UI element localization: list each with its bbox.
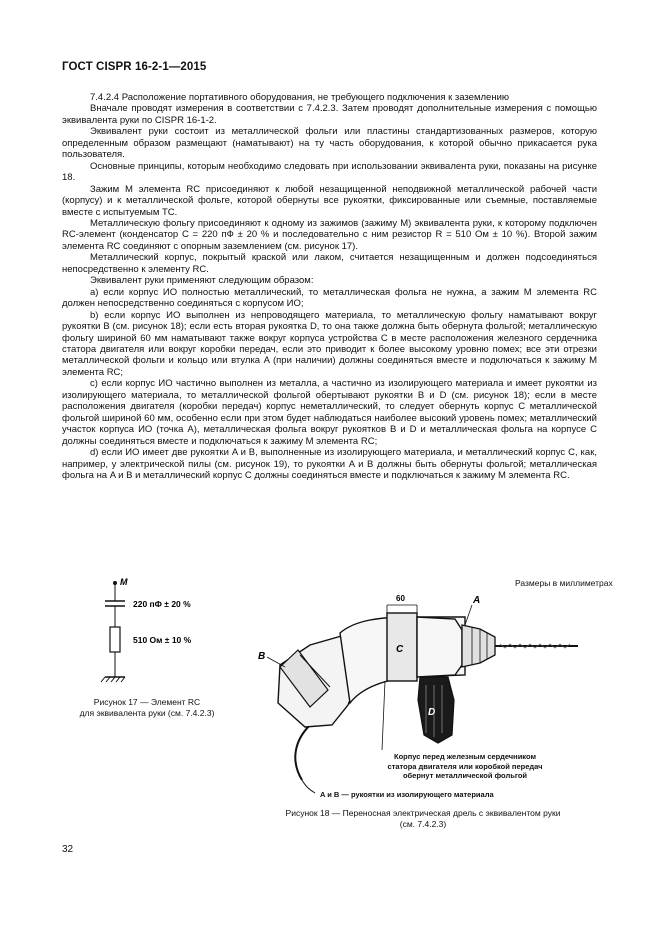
dimensions-note: Размеры в миллиметрах	[515, 578, 613, 588]
foil-annotation-line1: Корпус перед железным сердечником	[394, 752, 536, 761]
paragraph: Эквивалент руки состоит из металлической фольги или пластины стандартизованных размеров, которую определенным образом размещают (наматывают) на ту часть оборудования, к которой обычно прикасается рука пользователя.	[62, 126, 597, 161]
paragraph: Эквивалент руки применяют следующим образом:	[90, 275, 314, 287]
label-c: C	[396, 644, 404, 655]
paragraph: Металлический корпус, покрытый краской или лаком, считается незащищенным и должен подсоединяться непосредственно к элементу RC.	[62, 252, 597, 275]
foil-annotation-line2: статора двигателя или коробкой передач	[387, 761, 543, 771]
dimension-value: 60	[396, 594, 405, 603]
chuck-a	[462, 625, 495, 667]
gear-housing	[417, 617, 462, 677]
paragraph: Металлическую фольгу присоединяют к одному из зажимов (зажиму М) эквивалента руки, к которому подключен RC-элемент (конденсатор C = 220 пФ ± 20 % и последовательно с ним резистор R = 510 Ом ± 10 %). Второй зажим элемента RC соединяют с опорным заземлением (см. рисунок 17).	[62, 217, 597, 252]
figure-18-caption-line2: (см. 7.4.2.3)	[399, 819, 447, 829]
paragraph: Вначале проводят измерения в соответствии с 7.4.2.3. Затем проводят дополнительные измерения с помощью эквивалента руки по CISPR 16-1-2.	[62, 103, 597, 126]
figure-18-caption	[248, 808, 598, 830]
label-a: A	[473, 595, 481, 606]
figure-17-caption	[62, 697, 232, 719]
figure-18-caption-line1: Рисунок 18 — Переносная электрическая дрель с эквивалентом руки	[285, 808, 561, 818]
resistor-icon	[110, 627, 120, 652]
body-text	[62, 92, 597, 481]
annotation-leader	[382, 681, 385, 750]
terminal-m-label: M	[120, 577, 128, 587]
capacitor-value: 220 пФ ± 20 %	[133, 599, 191, 609]
handles-note: A и B — рукоятки из изолирующего материала	[320, 790, 494, 799]
foil-annotation-line3: обернут металлической фольгой	[402, 771, 528, 780]
list-item-a: а) если корпус ИО полностью металлический, то металлическая фольга не нужна, а зажим М элемента RC должен непосредственно соединяться с корпусом ИО;	[62, 286, 597, 310]
power-cord	[295, 725, 310, 780]
resistor-value: 510 Ом ± 10 %	[133, 635, 192, 645]
figure-17-caption-line1: Рисунок 17 — Элемент RC	[93, 697, 201, 707]
list-item-c: c) если корпус ИО частично выполнен из металла, а частично из изолирующего материала и имеет рукоятки из изолирующего материала, то металлической фольгой обертывают рукоятки B и D (см. рисунок 18); если в месте расположения двигателя (коробки передач) корпус неметаллический, то следует обернуть корпус C металлической фольгой шириной 60 мм, особенно если при этом будет наблюдаться наиболее высокий уровень помех; металлический участок корпуса ИО (точка A), металлическая фольга вокруг рукоятков B и D и металлическая фольга на корпусе C должны соединяться вместе и подключаться к зажиму М элемента RC;	[62, 378, 597, 447]
foil-annotation	[375, 752, 555, 781]
figure-17-caption-line2: для эквивалента руки (см. 7.4.2.3)	[79, 708, 215, 718]
list-item-d: d) если ИО имеет две рукоятки A и B, выполненные из изолирующего материала, и металлический корпус C, как, например, у электрической пилы (см. рисунок 19), то рукоятки A и B должны быть обернуты фольгой; металлическая фольга на A и B и металлический корпус C должны соединяться вместе и подключаться к зажиму М элемента RC.	[62, 447, 597, 481]
paragraph: Основные принципы, которым необходимо следовать при использовании эквивалента руки, показаны на рисунке 18.	[62, 160, 597, 184]
list-item-b: b) если корпус ИО выполнен из непроводящего материала, то металлическую фольгу наматывают вокруг рукоятки B (см. рисунок 18); если есть вторая рукоятка D, то она также должна быть обернута фольгой; металлическую фольгу шириной 60 мм наматывают также вокруг корпуса устройства C в месте расположения железного сердечника статора двигателя или вокруг коробки передач, если это приводит к более высокому уровню помех; все эти отрезки металлической фольги и кольцо или втулка A (при наличии) должны соединяться вместе и подключаться к зажиму М элемента RC;	[62, 309, 597, 378]
side-handle-d	[418, 677, 454, 743]
page-number: 32	[62, 844, 74, 855]
standard-header: ГОСТ CISPR 16-2-1—2015	[62, 61, 207, 73]
rc-element-diagram	[95, 575, 235, 690]
paragraph: Зажим М элемента RC присоединяют к любой незащищенной неподвижной металлической рабочей части (корпусу) и к металлической фольге, которой обернуты все рукоятки, фиксированные или съемные, поставляемые вместе с испытуемым ТС.	[62, 183, 597, 218]
label-d: D	[428, 707, 436, 718]
label-b: B	[258, 651, 266, 662]
paragraph-7-4-2-4: 7.4.2.4 Расположение портативного оборудования, не требующего подключения к заземлению	[90, 92, 509, 103]
